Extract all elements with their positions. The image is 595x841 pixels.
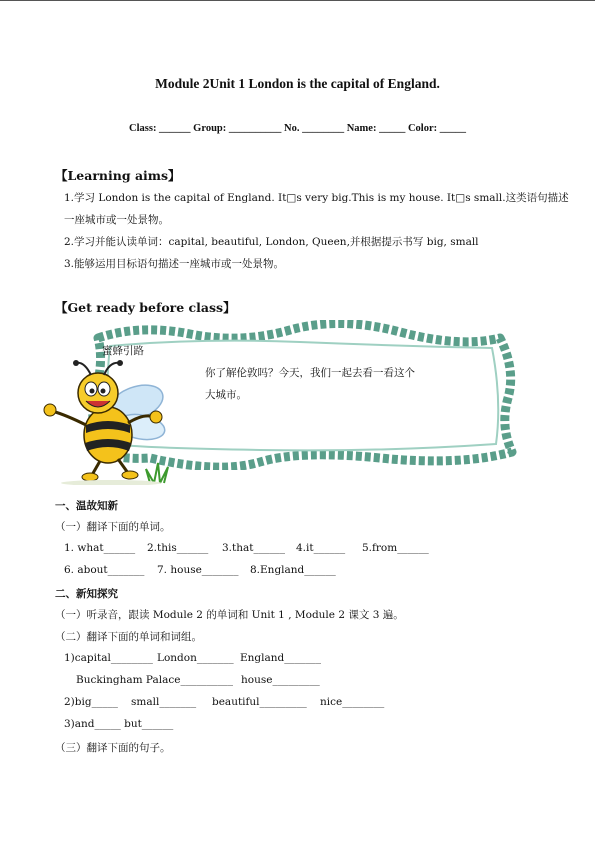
phrase-item: house_________ bbox=[241, 674, 320, 686]
phrase-item: 3)and_____ but______ bbox=[64, 718, 174, 730]
phrase-item: 2)big_____ bbox=[64, 696, 118, 708]
vocab-item: 8.England______ bbox=[250, 564, 336, 576]
aim-line-4: 3.能够运用目标语句描述一座城市或一处景物。 bbox=[64, 258, 285, 270]
learning-aims-heading: 【Learning aims】 bbox=[55, 168, 181, 183]
explore-heading: 二、新知探究 bbox=[55, 588, 118, 600]
vocab-item: 6. about_______ bbox=[64, 564, 145, 576]
explore-instruction-3: （三）翻译下面的句子。 bbox=[55, 742, 171, 754]
student-info-line: Class: ______ Group: __________ No. ________ Name: _____ Color: _____ bbox=[129, 123, 466, 134]
aim-line-2: 一座城市或一处景物。 bbox=[64, 214, 169, 226]
phrase-item: nice________ bbox=[320, 696, 385, 708]
box-text-line-1: 你了解伦敦吗？今天，我们一起去看一看这个 bbox=[205, 367, 415, 379]
phrase-item: Buckingham Palace__________ bbox=[76, 674, 233, 686]
bee-illustration bbox=[36, 355, 176, 485]
phrase-item: London_______ bbox=[157, 652, 234, 664]
page-title: Module 2Unit 1 London is the capital of England. bbox=[155, 76, 440, 91]
phrase-item: 1)capital________ bbox=[64, 652, 153, 664]
aim-line-1: 1.学习 London is the capital of England. It□s very big.This is my house. It□s small.这类语句描述 bbox=[64, 192, 569, 204]
review-instruction: （一）翻译下面的单词。 bbox=[55, 521, 171, 533]
phrase-item: small_______ bbox=[131, 696, 197, 708]
review-heading: 一、温故知新 bbox=[55, 500, 118, 512]
vocab-item: 1. what______ bbox=[64, 542, 136, 554]
vocab-item: 5.from______ bbox=[362, 542, 429, 554]
box-label: 蜜蜂引路 bbox=[102, 345, 144, 357]
explore-instruction-2: （二）翻译下面的单词和词组。 bbox=[55, 631, 202, 643]
vocab-item: 7. house_______ bbox=[157, 564, 239, 576]
aim-line-3: 2.学习并能认读单词：capital, beautiful, London, Queen,并根据提示书写 big, small bbox=[64, 236, 479, 248]
top-rule bbox=[0, 0, 595, 1]
vocab-item: 2.this______ bbox=[147, 542, 209, 554]
get-ready-heading: 【Get ready before class】 bbox=[55, 300, 236, 315]
vocab-item: 3.that______ bbox=[222, 542, 285, 554]
vocab-item: 4.it______ bbox=[296, 542, 346, 554]
phrase-item: England_______ bbox=[240, 652, 322, 664]
box-text-line-2: 大城市。 bbox=[205, 389, 247, 401]
explore-instruction-1: （一）听录音，跟读 Module 2 的单词和 Unit 1 , Module 2 课文 3 遍。 bbox=[55, 609, 404, 621]
phrase-item: beautiful_________ bbox=[212, 696, 307, 708]
